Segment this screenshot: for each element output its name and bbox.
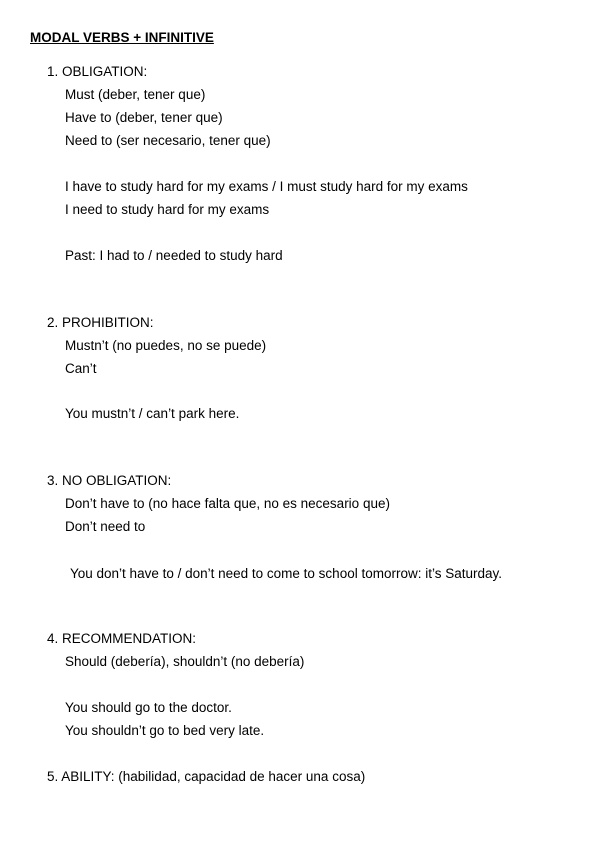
example-sentence: I need to study hard for my exams	[65, 202, 270, 217]
section-line: Can’t	[65, 361, 97, 376]
example-sentence: I have to study hard for my exams / I must study hard for my exams	[65, 179, 468, 194]
section-line: Need to (ser necesario, tener que)	[65, 133, 271, 148]
section-line: Should (debería), shouldn’t (no debería)	[65, 654, 305, 669]
section-line: Don’t have to (no hace falta que, no es necesario que)	[65, 496, 390, 511]
section-line: Mustn’t (no puedes, no se puede)	[65, 338, 267, 353]
example-sentence: Past: I had to / needed to study hard	[65, 248, 283, 263]
section-line: Have to (deber, tener que)	[65, 110, 223, 125]
example-sentence: You don’t have to / don’t need to come to school tomorrow: it’s Saturday.	[70, 566, 503, 581]
section-heading-recommendation: 4. RECOMMENDATION:	[47, 631, 197, 646]
example-sentence: You should go to the doctor.	[65, 700, 232, 715]
section-heading-obligation: 1. OBLIGATION:	[47, 64, 148, 79]
section-heading-ability: 5. ABILITY: (habilidad, capacidad de hacer una cosa)	[47, 769, 366, 784]
section-heading-prohibition: 2. PROHIBITION:	[47, 315, 154, 330]
page-title: MODAL VERBS + INFINITIVE	[30, 30, 214, 45]
section-line: Don’t need to	[65, 519, 146, 534]
example-sentence: You shouldn’t go to bed very late.	[65, 723, 265, 738]
section-line: Must (deber, tener que)	[65, 87, 206, 102]
section-heading-no-obligation: 3. NO OBLIGATION:	[47, 473, 172, 488]
example-sentence: You mustn’t / can’t park here.	[65, 406, 240, 421]
